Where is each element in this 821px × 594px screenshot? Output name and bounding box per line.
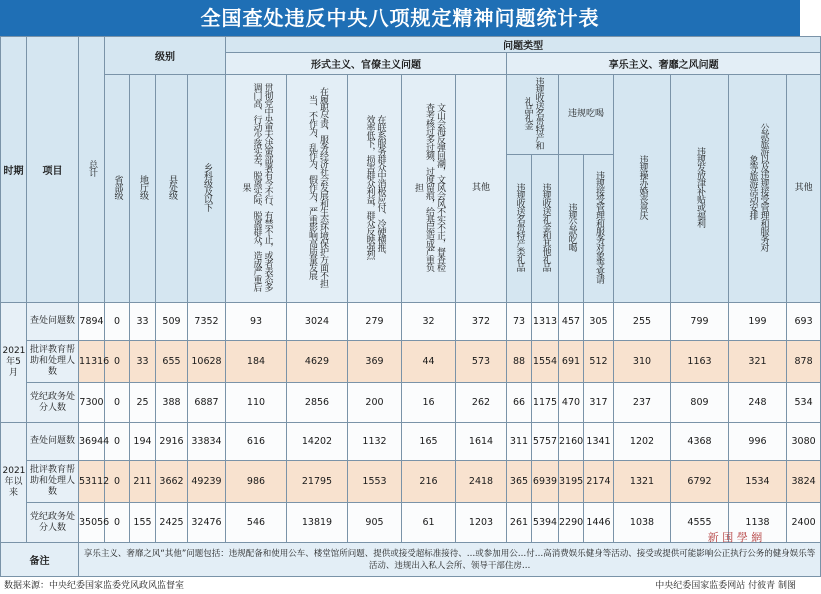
cell: 3662 bbox=[156, 461, 188, 503]
table-row bbox=[1, 423, 821, 461]
statistics-table bbox=[0, 36, 821, 577]
cell: 1446 bbox=[584, 503, 614, 543]
cell: 1554 bbox=[532, 341, 559, 383]
cell: 3824 bbox=[787, 461, 821, 503]
header-formalism-col-1: 贯彻党中央重大决策部署有令不行、有禁不止，或者表态多调门高、行动少落实差，脱离实际、脱离群众，造成严重后果 bbox=[226, 75, 287, 303]
row-item-label: 查处问题数 bbox=[27, 303, 79, 341]
cell: 0 bbox=[105, 341, 130, 383]
cell: 255 bbox=[614, 303, 671, 341]
cell: 3024 bbox=[287, 303, 348, 341]
cell: 534 bbox=[787, 383, 821, 423]
cell: 457 bbox=[559, 303, 584, 341]
page-title: 全国查处违反中央八项规定精神问题统计表 bbox=[0, 0, 800, 36]
cell: 199 bbox=[729, 303, 787, 341]
cell: 33 bbox=[130, 341, 156, 383]
cell: 2856 bbox=[287, 383, 348, 423]
cell: 1534 bbox=[729, 461, 787, 503]
cell: 6939 bbox=[532, 461, 559, 503]
cell: 6887 bbox=[188, 383, 226, 423]
cell: 878 bbox=[787, 341, 821, 383]
cell: 1138 bbox=[729, 503, 787, 543]
footer bbox=[0, 578, 800, 594]
table-row bbox=[1, 341, 821, 383]
cell: 372 bbox=[456, 303, 507, 341]
header-gift-group: 违规收送名贵特产和礼品礼金 bbox=[507, 75, 559, 155]
cell: 21795 bbox=[287, 461, 348, 503]
cell: 4368 bbox=[671, 423, 729, 461]
cell: 279 bbox=[348, 303, 402, 341]
cell: 365 bbox=[507, 461, 532, 503]
cell: 369 bbox=[348, 341, 402, 383]
cell: 32 bbox=[402, 303, 456, 341]
cell: 512 bbox=[584, 341, 614, 383]
cell: 693 bbox=[787, 303, 821, 341]
header-allowance: 违规发放津补贴或福利 bbox=[671, 75, 729, 303]
cell: 200 bbox=[348, 383, 402, 423]
header-level-province: 省部级 bbox=[105, 75, 130, 303]
cell: 799 bbox=[671, 303, 729, 341]
header-hedonism-other: 其他 bbox=[787, 75, 821, 303]
cell: 49239 bbox=[188, 461, 226, 503]
cell: 470 bbox=[559, 383, 584, 423]
header-formalism-col-4: 文山会海反弹回潮，文风会风不实不正，督查检查考核过多过频、过度留痕，给基层造成严重负担 bbox=[402, 75, 456, 303]
cell: 110 bbox=[226, 383, 287, 423]
cell: 305 bbox=[584, 303, 614, 341]
header-formalism-col-2: 在履职尽责、服务经济社会发展和生态环境保护方面不担当、不作为、乱作为、假作为，严重影响高质量发展 bbox=[287, 75, 348, 303]
table-row bbox=[1, 303, 821, 341]
footer-credit: 中央纪委国家监委网站 付彼青 制图 bbox=[655, 581, 796, 591]
cell: 2916 bbox=[156, 423, 188, 461]
header-period: 时期 bbox=[1, 37, 27, 303]
table-row bbox=[1, 461, 821, 503]
cell: 0 bbox=[105, 461, 130, 503]
cell: 388 bbox=[156, 383, 188, 423]
row-item-label: 查处问题数 bbox=[27, 423, 79, 461]
cell: 165 bbox=[402, 423, 456, 461]
cell: 1313 bbox=[532, 303, 559, 341]
cell: 996 bbox=[729, 423, 787, 461]
header-travel: 公款旅游以及违规接受管理和服务对象等旅游活动安排 bbox=[729, 75, 787, 303]
cell: 262 bbox=[456, 383, 507, 423]
cell: 1038 bbox=[614, 503, 671, 543]
cell: 1175 bbox=[532, 383, 559, 423]
header-gift-specialty: 违规收送名贵特产类礼品 bbox=[507, 155, 532, 303]
cell: 10628 bbox=[188, 341, 226, 383]
cell: 194 bbox=[130, 423, 156, 461]
cell: 310 bbox=[614, 341, 671, 383]
cell: 61 bbox=[402, 503, 456, 543]
cell: 53112 bbox=[79, 461, 105, 503]
cell: 2425 bbox=[156, 503, 188, 543]
cell: 1203 bbox=[456, 503, 507, 543]
cell: 155 bbox=[130, 503, 156, 543]
period-label: 2021年以来 bbox=[1, 423, 27, 543]
cell: 905 bbox=[348, 503, 402, 543]
cell: 573 bbox=[456, 341, 507, 383]
cell: 546 bbox=[226, 503, 287, 543]
cell: 1132 bbox=[348, 423, 402, 461]
cell: 0 bbox=[105, 303, 130, 341]
cell: 1614 bbox=[456, 423, 507, 461]
cell: 3080 bbox=[787, 423, 821, 461]
cell: 88 bbox=[507, 341, 532, 383]
table-row bbox=[1, 383, 821, 423]
header-hedonism-group: 享乐主义、奢靡之风问题 bbox=[507, 53, 821, 75]
cell: 2174 bbox=[584, 461, 614, 503]
header-gift-money: 违规收送礼金和其他礼品 bbox=[532, 155, 559, 303]
cell: 4555 bbox=[671, 503, 729, 543]
footer-source: 数据来源：中央纪委国家监委党风政风监督室 bbox=[4, 581, 185, 591]
cell: 5757 bbox=[532, 423, 559, 461]
header-level-city: 地厅级 bbox=[130, 75, 156, 303]
cell: 2400 bbox=[787, 503, 821, 543]
cell: 2418 bbox=[456, 461, 507, 503]
cell: 211 bbox=[130, 461, 156, 503]
period-label: 2021年5月 bbox=[1, 303, 27, 423]
cell: 1163 bbox=[671, 341, 729, 383]
cell: 6792 bbox=[671, 461, 729, 503]
header-level-county: 县处级 bbox=[156, 75, 188, 303]
cell: 509 bbox=[156, 303, 188, 341]
header-formalism-col-3: 在联系服务群众中消极应付、冷硬横推、效率低下，损害群众利益，群众反映强烈 bbox=[348, 75, 402, 303]
cell: 44 bbox=[402, 341, 456, 383]
cell: 7352 bbox=[188, 303, 226, 341]
cell: 321 bbox=[729, 341, 787, 383]
cell: 13819 bbox=[287, 503, 348, 543]
header-total: 总计 bbox=[79, 37, 105, 303]
note-label: 备注 bbox=[1, 543, 79, 577]
row-item-label: 批评教育帮助和处理人数 bbox=[27, 341, 79, 383]
watermark-logo: 新 国 學 網 bbox=[707, 531, 763, 544]
header-eat-public: 违规公款吃喝 bbox=[559, 155, 584, 303]
header-level-group: 级别 bbox=[105, 37, 226, 75]
cell: 0 bbox=[105, 383, 130, 423]
header-wedding: 违规操办婚丧喜庆 bbox=[614, 75, 671, 303]
cell: 66 bbox=[507, 383, 532, 423]
note-text: 享乐主义、奢靡之风“其他”问题包括：违规配备和使用公车、楼堂馆所问题、提供或接受超标准接待、…或参加用公…付…高消费娱乐健身等活动、接受或提供可能影响公正执行公务的健身娱乐等活动、违规出入私人会所、领导干部住房… bbox=[79, 543, 821, 577]
cell: 261 bbox=[507, 503, 532, 543]
cell: 1553 bbox=[348, 461, 402, 503]
cell: 14202 bbox=[287, 423, 348, 461]
header-formalism-group: 形式主义、官僚主义问题 bbox=[226, 53, 507, 75]
cell: 237 bbox=[614, 383, 671, 423]
cell: 809 bbox=[671, 383, 729, 423]
cell: 616 bbox=[226, 423, 287, 461]
cell: 5394 bbox=[532, 503, 559, 543]
row-item-label: 批评教育帮助和处理人数 bbox=[27, 461, 79, 503]
cell: 2290 bbox=[559, 503, 584, 543]
cell: 93 bbox=[226, 303, 287, 341]
cell: 25 bbox=[130, 383, 156, 423]
header-eat-banquet: 违规接受管理和服务对象等宴请 bbox=[584, 155, 614, 303]
header-formalism-other: 其他 bbox=[456, 75, 507, 303]
cell: 4629 bbox=[287, 341, 348, 383]
cell: 3195 bbox=[559, 461, 584, 503]
cell: 2160 bbox=[559, 423, 584, 461]
header-problem-type: 问题类型 bbox=[226, 37, 821, 53]
cell: 655 bbox=[156, 341, 188, 383]
cell: 33834 bbox=[188, 423, 226, 461]
cell: 35056 bbox=[79, 503, 105, 543]
header-item: 项目 bbox=[27, 37, 79, 303]
cell: 32476 bbox=[188, 503, 226, 543]
cell: 0 bbox=[105, 503, 130, 543]
cell: 1341 bbox=[584, 423, 614, 461]
cell: 248 bbox=[729, 383, 787, 423]
cell: 986 bbox=[226, 461, 287, 503]
cell: 73 bbox=[507, 303, 532, 341]
header-level-township: 乡科级及以下 bbox=[188, 75, 226, 303]
cell: 7894 bbox=[79, 303, 105, 341]
cell: 33 bbox=[130, 303, 156, 341]
cell: 317 bbox=[584, 383, 614, 423]
row-item-label: 党纪政务处分人数 bbox=[27, 383, 79, 423]
cell: 36944 bbox=[79, 423, 105, 461]
cell: 1202 bbox=[614, 423, 671, 461]
cell: 216 bbox=[402, 461, 456, 503]
cell: 1321 bbox=[614, 461, 671, 503]
cell: 16 bbox=[402, 383, 456, 423]
cell: 0 bbox=[105, 423, 130, 461]
cell: 11316 bbox=[79, 341, 105, 383]
cell: 691 bbox=[559, 341, 584, 383]
cell: 7300 bbox=[79, 383, 105, 423]
row-item-label: 党纪政务处分人数 bbox=[27, 503, 79, 543]
cell: 184 bbox=[226, 341, 287, 383]
cell: 311 bbox=[507, 423, 532, 461]
header-eat-group: 违规吃喝 bbox=[559, 75, 614, 155]
